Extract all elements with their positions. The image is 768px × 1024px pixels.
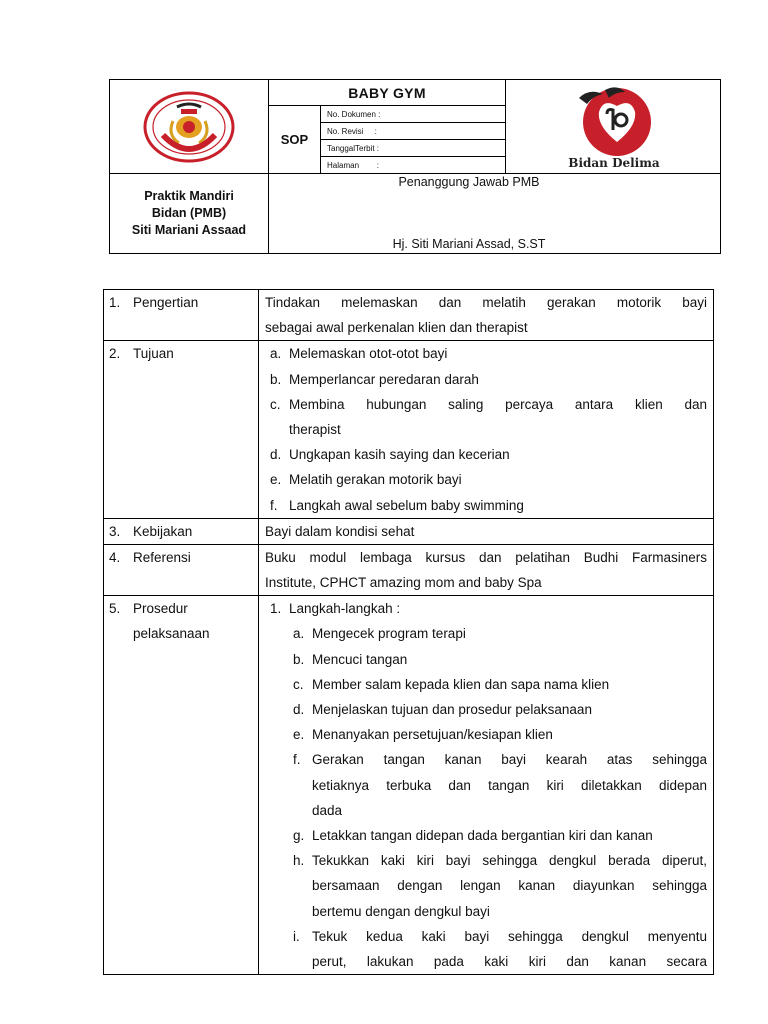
list-item-text: Letakkan tangan didepan dada bergantian kiri dan kanan	[312, 827, 653, 843]
sop-label: SOP	[269, 106, 321, 174]
content-line: sebagai awal perkenalan klien dan therapist	[265, 320, 528, 336]
list-item-text: perut, lakukan pada kaki kiri dan kanan secara	[312, 953, 707, 969]
row-number: 1.	[109, 295, 121, 310]
list-item-text: Menjelaskan tujuan dan prosedur pelaksanaan	[312, 702, 592, 717]
list-item	[288, 672, 707, 697]
ibi-logo	[110, 80, 269, 174]
penanggung-jawab-title: Penanggung Jawab PMB	[398, 175, 540, 189]
list-item-text: Menanyakan persetujuan/kesiapan klien	[312, 727, 553, 743]
bidan-delima-emblem-icon	[559, 84, 669, 170]
meta-no-dokumen: No. Dokumen :	[321, 106, 506, 123]
list-item-text: therapist	[289, 421, 341, 437]
list-marker: c.	[293, 676, 304, 692]
content-line: Buku modul lembaga kursus dan pelatihan Budhi Farmasiners	[265, 549, 707, 565]
list-item-text: Tekuk kedua kaki bayi sehingga dengkul menyentu	[312, 928, 707, 944]
list-marker: c.	[270, 396, 281, 412]
list-item-text: dada	[312, 802, 343, 818]
row-label-cell	[104, 544, 259, 595]
list-item-text: bersamaan dengan lengan kanan diayunkan sehingga	[312, 878, 707, 894]
list-item	[265, 467, 707, 492]
row-label-cell	[104, 341, 259, 518]
list-item	[288, 924, 707, 974]
list-marker: a.	[293, 626, 305, 642]
step-heading	[265, 596, 707, 621]
list-item	[265, 392, 707, 442]
row-label: Kebijakan	[133, 523, 193, 539]
list-item-text: ketiaknya terbuka dan tangan kiri diletakkan didepan	[312, 777, 707, 793]
sop-content-table	[103, 289, 714, 975]
row-content-cell	[259, 341, 714, 518]
row-content-cell	[259, 596, 714, 975]
list-marker: i.	[293, 928, 300, 944]
org-line-1: Praktik Mandiri	[144, 189, 234, 203]
list-item	[288, 823, 707, 848]
list-marker: g.	[293, 827, 305, 843]
list-item	[265, 493, 707, 518]
list-item	[288, 722, 707, 747]
penanggung-jawab-cell	[269, 174, 721, 253]
content-line: Tindakan melemaskan dan melatih gerakan motorik bayi	[265, 295, 707, 310]
row-label: Prosedur	[133, 601, 188, 617]
list-item-text: Langkah awal sebelum baby swimming	[289, 497, 524, 513]
ibi-emblem-icon	[143, 91, 235, 163]
row-label: Tujuan	[133, 346, 174, 362]
list-item	[288, 697, 707, 722]
row-label: Referensi	[133, 549, 191, 565]
row-number: 3.	[109, 523, 121, 539]
list-marker: e.	[270, 472, 282, 488]
row-label-continued: pelaksanaan	[133, 626, 210, 642]
list-item	[288, 747, 707, 823]
list-item	[288, 621, 707, 646]
org-line-3: Siti Mariani Assaad	[131, 223, 247, 237]
list-item-text: Member salam kepada klien dan sapa nama klien	[312, 676, 610, 692]
row-number: 5.	[109, 601, 121, 617]
row-content-cell	[259, 544, 714, 595]
table-row-tujuan	[104, 341, 714, 518]
row-content-cell	[259, 290, 714, 341]
content-line: Institute, CPHCT amazing mom and baby Spa	[265, 575, 542, 591]
list-marker: b.	[270, 371, 282, 387]
list-item-text: Tekukkan kaki kiri bayi sehingga dengkul berada diperut,	[312, 853, 707, 869]
list-item-text: Mencuci tangan	[312, 651, 408, 667]
list-item-text: Ungkapan kasih saying dan kecerian	[289, 447, 510, 463]
meta-tanggal-terbit: TanggalTerbit :	[321, 140, 506, 157]
list-marker: e.	[293, 727, 305, 743]
list-item-text: Melatih gerakan motorik bayi	[289, 472, 462, 488]
meta-halaman: Halaman :	[321, 157, 506, 174]
step-title: Langkah-langkah :	[289, 601, 401, 617]
org-line-2: Bidan (PMB)	[151, 206, 227, 220]
list-item-text: Membina hubungan saling percaya antara klien dan	[289, 396, 707, 412]
content-line: Bayi dalam kondisi sehat	[265, 523, 415, 539]
list-item	[288, 647, 707, 672]
row-label-cell	[104, 290, 259, 341]
list-marker: h.	[293, 853, 305, 869]
list-marker: a.	[270, 346, 282, 362]
list-item-text: bertemu dengan dengkul bayi	[312, 903, 490, 919]
org-name	[110, 174, 269, 253]
table-row-pengertian	[104, 290, 714, 341]
list-item-text: Gerakan tangan kanan bayi kearah atas sehingga	[312, 752, 707, 768]
row-label-cell	[104, 596, 259, 975]
step-marker: 1.	[270, 601, 282, 617]
list-marker: f.	[293, 752, 301, 768]
list-item	[265, 341, 707, 366]
sop-title: BABY GYM	[269, 80, 506, 106]
meta-no-revisi: No. Revisi :	[321, 123, 506, 140]
list-item	[265, 442, 707, 467]
bidan-delima-logo	[506, 80, 721, 174]
row-label-cell	[104, 518, 259, 544]
sop-header-table	[109, 79, 721, 254]
table-row-kebijakan	[104, 518, 714, 544]
list-marker: f.	[270, 497, 278, 513]
table-row-prosedur	[104, 596, 714, 975]
row-label: Pengertian	[133, 295, 199, 310]
row-content-cell	[259, 518, 714, 544]
list-item	[265, 367, 707, 392]
list-marker: b.	[293, 651, 305, 667]
list-marker: d.	[293, 702, 305, 717]
list-item-text: Melemaskan otot-otot bayi	[289, 346, 448, 362]
row-number: 2.	[109, 346, 121, 362]
table-row-referensi	[104, 544, 714, 595]
list-item	[288, 848, 707, 924]
row-number: 4.	[109, 549, 121, 565]
list-item-text: Memperlancar peredaran darah	[289, 371, 479, 387]
penanggung-jawab-name: Hj. Siti Mariani Assad, S.ST	[392, 237, 546, 251]
list-item-text: Mengecek program terapi	[312, 626, 466, 642]
list-marker: d.	[270, 447, 282, 463]
bidan-delima-logo-text: Bidan Delima	[567, 155, 660, 170]
